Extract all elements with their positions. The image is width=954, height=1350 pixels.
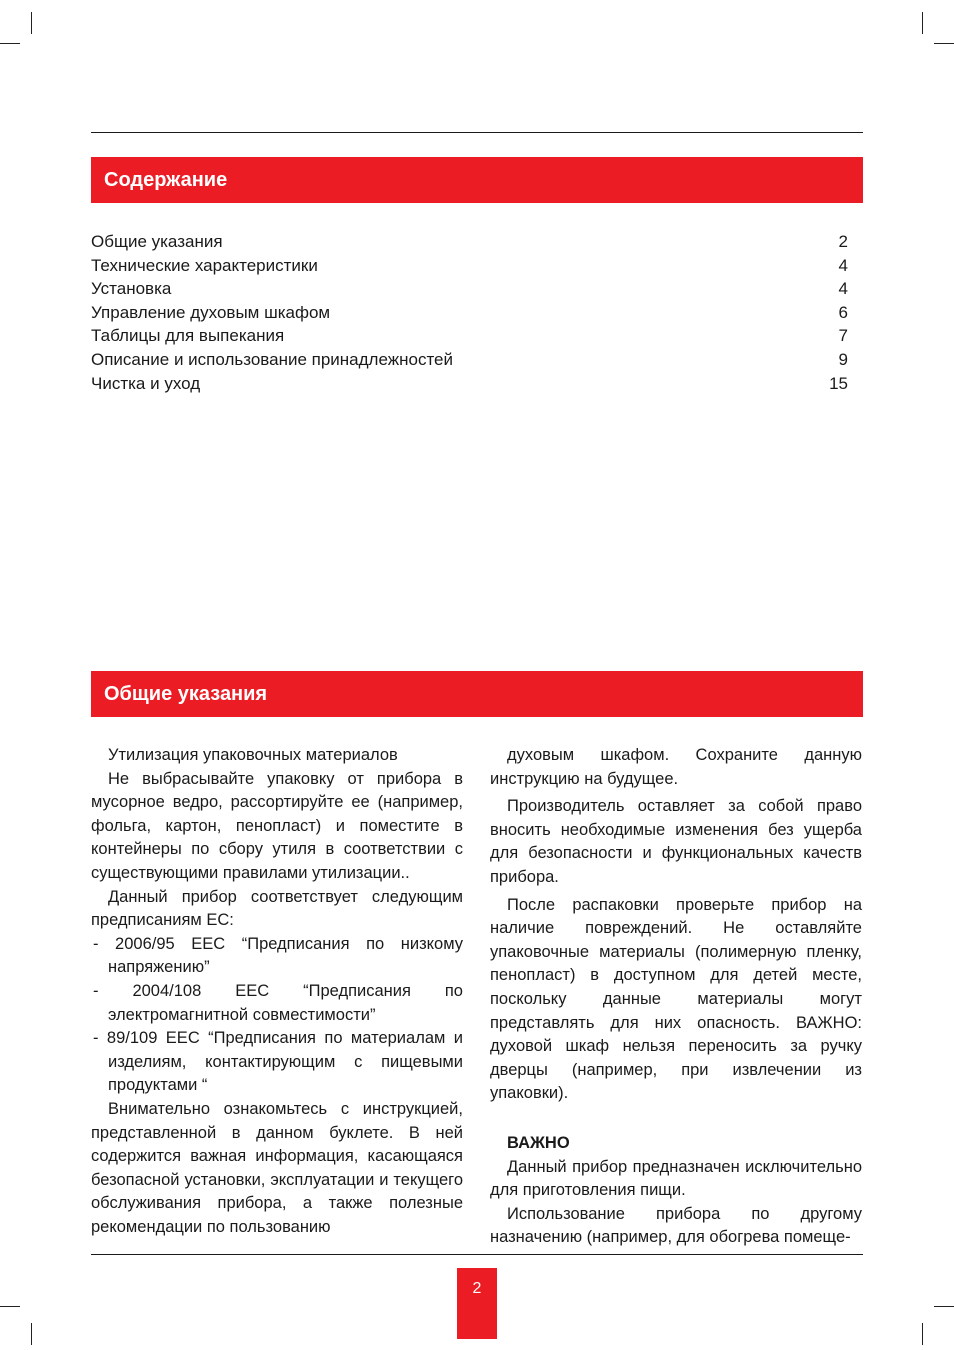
toc-page: 2 — [838, 232, 848, 251]
directive-item: - 2006/95 EEC “Предписания по низкому напряжению” — [93, 934, 463, 977]
toc-page: 6 — [838, 302, 848, 322]
bottom-rule — [91, 1254, 863, 1255]
top-rule — [91, 132, 863, 133]
general-heading: Общие указания — [91, 671, 863, 717]
crop-mark — [0, 43, 20, 44]
paragraph: Данный прибор предназначен исключительно для приготовления пищи. — [490, 1157, 862, 1200]
toc-page: 9 — [838, 349, 848, 369]
crop-mark — [31, 1323, 32, 1345]
crop-mark — [934, 1306, 954, 1307]
toc-entry[interactable] — [91, 301, 848, 325]
toc-entry[interactable] — [91, 277, 848, 301]
paragraph: Использование прибора по другому назначению (например, для обогрева помеще- — [490, 1204, 862, 1247]
toc-entry[interactable] — [91, 230, 848, 254]
toc-entry[interactable] — [91, 254, 848, 278]
paragraph: Не выбрасывайте упаковку от прибора в мусорное ведро, рассортируйте ее (например, фольга, картон, пенопласт) и поместите в контейнеры по сбору утиля в соответствии с существующими правилами утилизации.. — [91, 769, 463, 882]
crop-mark — [934, 43, 954, 44]
toc-entry[interactable] — [91, 348, 848, 372]
paragraph: Утилизация упаковочных материалов — [108, 746, 398, 764]
toc-entry[interactable] — [91, 372, 848, 396]
contents-heading: Содержание — [91, 157, 863, 203]
toc-label: Управление духовым шкафом — [91, 302, 331, 322]
paragraph: Внимательно ознакомьтесь с инструкцией, представленной в данном буклете. В ней содержится важная информация, касающаяся безопасной установки, эксплуатации и текущего обслуживания прибора, а также полезные рекомендации по пользованию — [91, 1099, 463, 1236]
paragraph: духовым шкафом. Сохраните данную инструкцию на будущее. — [490, 746, 862, 788]
directive-item: - 89/109 EEC “Предписания по материалам и изделиям, контактирующим с пищевыми продуктами “ — [93, 1029, 463, 1095]
toc-label: Таблицы для выпекания — [91, 326, 285, 346]
crop-mark — [31, 12, 32, 34]
toc-page: 4 — [838, 255, 848, 275]
toc-label: Чистка и уход — [91, 373, 201, 393]
directive-item: - 2004/108 EEC “Предписания по электромагнитной совместимости” — [93, 981, 463, 1024]
important-heading: ВАЖНО — [507, 1133, 570, 1152]
toc-page: 4 — [838, 279, 848, 299]
page-number: 2 — [457, 1268, 497, 1339]
toc-label: Общие указания — [91, 232, 223, 251]
crop-mark — [922, 1323, 923, 1345]
toc-page: 7 — [838, 326, 848, 346]
toc-label: Технические характеристики — [91, 255, 318, 275]
paragraph: Производитель оставляет за собой право вносить необходимые изменения без ущерба для безопасности и функциональных качеств прибора. — [490, 797, 862, 886]
toc-entry[interactable] — [91, 324, 848, 348]
toc-label: Описание и использование принадлежностей — [91, 349, 453, 369]
paragraph: Данный прибор соответствует следующим предписаниям ЕС: — [91, 887, 463, 930]
paragraph: После распаковки проверьте прибор на наличие повреждений. Не оставляйте упаковочные материалы (полимерную пленку, пенопласт) в доступном для детей месте, поскольку данные материалы могут представлять для них опасность. ВАЖНО: духовой шкаф нельзя переносить за ручку дверцы (например, при извлечении из упаковки). — [490, 895, 862, 1103]
toc-page: 15 — [829, 373, 848, 393]
left-column — [91, 744, 463, 1239]
crop-mark — [0, 1306, 20, 1307]
toc-label: Установка — [91, 279, 172, 299]
crop-mark — [922, 12, 923, 34]
table-of-contents — [91, 230, 848, 395]
right-column — [490, 744, 862, 1250]
